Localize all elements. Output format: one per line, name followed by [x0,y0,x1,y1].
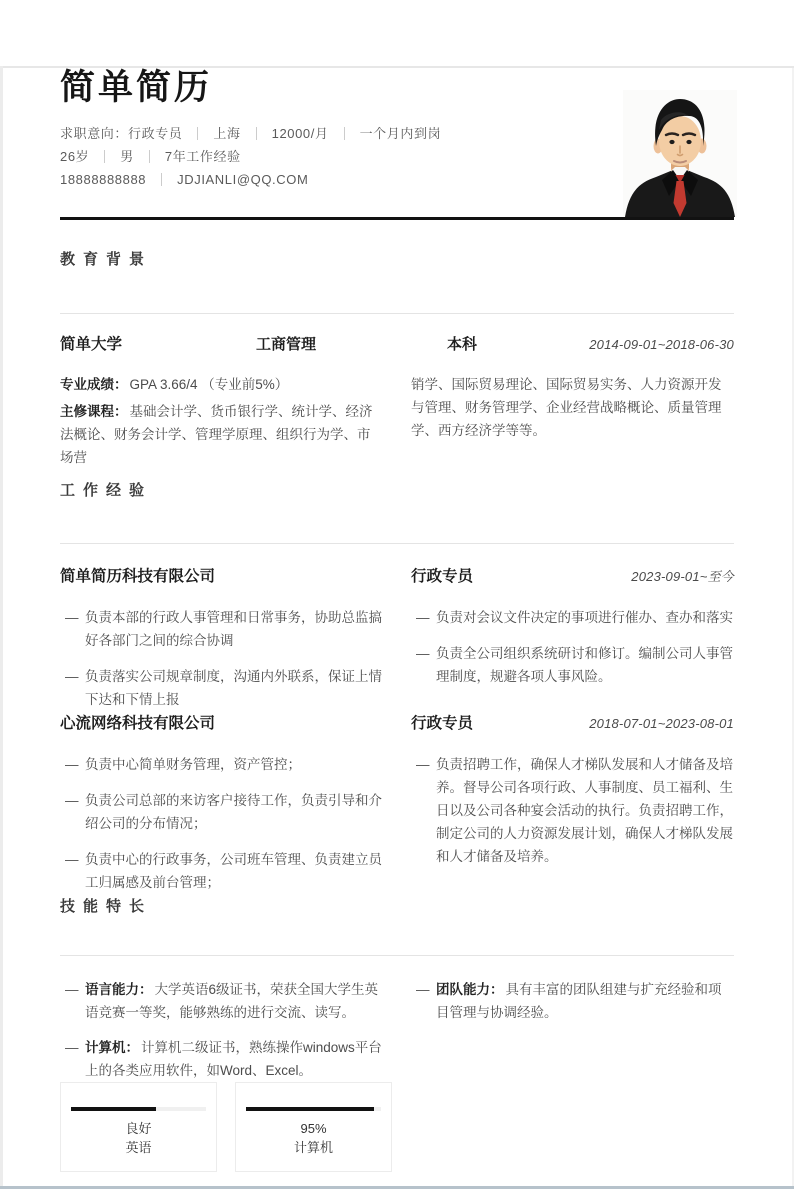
bullet-dash: — [65,1040,79,1055]
job-role: 行政专员 [411,715,474,732]
list-item [411,642,734,688]
job-intent: 求职意向：行政专员 [60,126,183,141]
courses-text-right: 销学、国际贸易理论、国际贸易实务、人力资源开发与管理、财务管理学、企业经营战略概论、质量管理学、西方经济学等等。 [411,377,722,438]
phone-number: 18888888888 [60,172,147,187]
header-divider [60,217,734,220]
education-left-column [60,373,383,469]
list-item [411,753,734,868]
section-title-skills: 技能特长 [60,898,153,915]
skills-left-bullets [60,978,383,1082]
education-body [60,313,734,469]
job-bullet: 负责中心的行政事务，公司班车管理、负责建立员工归属感及前台管理； [85,852,382,890]
job2-right-column [411,713,734,894]
bullet-dash: — [65,610,79,625]
divider [256,127,257,140]
job1-role-row [411,566,734,588]
section-title-work: 工作经验 [60,482,153,499]
progress-fill [71,1107,156,1111]
skill-charts [60,1082,383,1172]
bullet-dash: — [65,793,79,808]
degree-name: 本科 [447,336,478,353]
skills-right-bullets [411,978,734,1024]
gpa-label: 专业成绩： [60,377,128,392]
company-name: 简单简历科技有限公司 [60,568,216,585]
section-work [60,481,734,894]
bullet-dash: — [416,610,430,625]
job-bullet: 负责本部的行政人事管理和日常事务，协助总监搞好各部门之间的综合协调 [85,610,382,648]
job-date-range: 2023-09-01~至今 [631,569,734,584]
school-name: 简单大学 [60,336,123,353]
job2-company-row [60,713,383,735]
skill-name: 计算机 [293,1140,333,1155]
bullet-dash: — [65,669,79,684]
resume-page [0,66,794,1189]
job-role: 行政专员 [411,568,474,585]
job-bullet: 负责落实公司规章制度，沟通内外联系，保证上情下达和下情上报 [85,669,382,707]
skill-chart-computer [235,1082,392,1172]
skill-bullet [85,1036,383,1082]
skill-label: 计算机： [85,1040,139,1055]
profile-photo [623,90,737,217]
list-item [411,606,734,629]
job2-left-column [60,713,383,894]
section-title-education: 教育背景 [60,251,153,268]
divider [344,127,345,140]
age: 26岁 [60,149,90,164]
job-entry-2 [60,713,734,894]
divider [197,127,198,140]
skills-left-column [60,978,383,1172]
avatar-illustration [623,90,737,217]
gpa-line [60,373,383,396]
bullet-dash: — [65,852,79,867]
company-name: 心流网络科技有限公司 [60,715,216,732]
list-item [411,978,734,1024]
skill-text: 具有丰富的团队组建与扩充经验和项目管理与协调经验。 [436,982,722,1020]
job1-left-bullets [60,606,383,711]
list-item [60,606,383,652]
skill-text: 大学英语6级证书，荣获全国大学生英语竞赛一等奖，能够熟练的进行交流、读写。 [85,982,379,1020]
major-name: 工商管理 [256,336,317,353]
bullet-dash: — [65,982,79,997]
gpa-value: GPA 3.66/4 （专业前5%） [129,377,289,392]
page-title: 简单简历 [60,68,213,107]
list-item [60,753,383,776]
list-item [60,789,383,835]
divider [104,150,105,163]
job-entry-1 [60,566,734,711]
divider [149,150,150,163]
courses-line [60,400,383,469]
experience-years: 7年工作经验 [164,149,241,164]
skill-name: 英语 [125,1140,152,1155]
section-education [60,250,734,469]
job-bullet: 负责招聘工作，确保人才梯队发展和人才储备及培养。督导公司各项行政、人事制度、员工福利、生日以及公司各种宴会活动的执行。负责招聘工作，制定公司的人力资源发展计划，确保人才梯队发展和人才储备及培养。 [436,757,733,864]
courses-text-left: 基础会计学、货币银行学、统计学、经济法概论、财务会计学、管理学原理、组织行为学、市场营 [60,404,373,465]
skill-level-label: 95% [300,1121,327,1136]
progress-fill [246,1107,374,1111]
bullet-dash: — [65,757,79,772]
availability: 一个月内到岗 [359,126,442,141]
education-header-row [60,334,734,356]
skills-right-column [411,978,734,1172]
skill-label: 团队能力： [436,982,504,997]
job1-company-row [60,566,383,588]
skill-level-label: 良好 [125,1121,152,1136]
gender: 男 [120,149,134,164]
courses-label: 主修课程： [60,404,128,419]
job2-left-bullets [60,753,383,894]
progress-track [71,1107,206,1111]
bullet-dash: — [416,646,430,661]
expected-salary: 12000/月 [271,126,329,141]
job2-role-row [411,713,734,735]
list-item [60,665,383,711]
progress-track [246,1107,381,1111]
job-bullet: 负责对会议文件决定的事项进行催办、查办和落实 [436,610,733,625]
resume-header [60,66,734,220]
education-date-range: 2014-09-01~2018-06-30 [589,337,734,352]
list-item [60,978,383,1024]
city: 上海 [213,126,241,141]
email: JDJIANLI@QQ.COM [177,172,309,187]
bullet-dash: — [416,757,430,772]
divider [161,173,162,186]
education-details [60,373,734,469]
work-body [60,543,734,894]
skill-chart-english [60,1082,217,1172]
job1-left-column [60,566,383,711]
skill-text: 计算机二级证书，熟练操作windows平台上的各类应用软件，如Word、Excel。 [85,1040,382,1078]
skill-bullet [85,978,383,1024]
job1-right-bullets [411,606,734,688]
list-item [60,848,383,894]
skills-body [60,955,734,1172]
education-right-column [411,373,734,469]
job-date-range: 2018-07-01~2023-08-01 [589,716,734,731]
section-skills [60,897,734,1172]
list-item [60,1036,383,1082]
job-bullet: 负责中心简单财务管理，资产管控； [85,757,301,772]
job-bullet: 负责全公司组织系统研讨和修订。编制公司人事管理制度，规避各项人事风险。 [436,646,733,684]
skill-label: 语言能力： [85,982,153,997]
job2-right-bullets [411,753,734,868]
job-bullet: 负责公司总部的来访客户接待工作，负责引导和介绍公司的分布情况； [85,793,382,831]
job1-right-column [411,566,734,711]
bullet-dash: — [416,982,430,997]
skill-bullet [436,978,734,1024]
